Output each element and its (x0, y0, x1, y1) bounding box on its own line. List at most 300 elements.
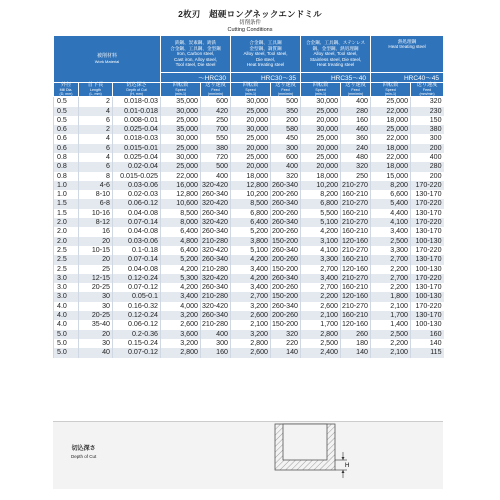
cell-feed-1: 320-420 (201, 302, 231, 311)
cell-speed-2: 4,200 (231, 274, 271, 283)
cell-feed-2: 200 (271, 116, 301, 125)
material-1-jp2: 合金鋼、工具鋼、金型鋼 (170, 45, 221, 51)
cell-feed-1: 260-340 (201, 283, 231, 292)
hardness-2: HRC30～35 (231, 73, 301, 83)
cell-length: 10-16 (79, 209, 113, 218)
material-group-1 (161, 36, 231, 73)
cell-depth: 0.01-0.018 (113, 107, 161, 116)
col-feed-3 (341, 83, 371, 97)
cell-feed-3: 460 (341, 125, 371, 134)
col-feed-unit: (mm/min) (347, 92, 364, 97)
cell-feed-1: 420 (201, 107, 231, 116)
cell-feed-2: 300 (271, 144, 301, 153)
cell-speed-2: 4,200 (231, 255, 271, 264)
material-3-en1: Alloy steel, Tool steel, (313, 51, 358, 57)
page-title: 2枚刃 超硬ロングネックエンドミル (178, 9, 322, 19)
work-material-en: Work Material (94, 59, 120, 64)
cell-speed-4: 2,100 (371, 348, 411, 357)
table-row (54, 265, 444, 274)
cell-speed-1: 16,000 (161, 181, 201, 190)
col-depth (113, 83, 161, 97)
cell-speed-4: 4,100 (371, 218, 411, 227)
table-row (54, 348, 444, 357)
cell-feed-2: 140 (271, 348, 301, 357)
table-row (54, 181, 444, 190)
cell-feed-3: 240 (341, 144, 371, 153)
cell-feed-1: 260-340 (201, 209, 231, 218)
depth-of-cut-jp: 切込深さ (71, 446, 96, 452)
cell-speed-4: 5,400 (371, 199, 411, 208)
cell-depth: 0.02-0.03 (113, 190, 161, 199)
subtitle-en: Cutting Conditions (227, 26, 273, 33)
cell-dia: 0.5 (54, 107, 79, 116)
cell-speed-1: 8,500 (161, 209, 201, 218)
material-2-en2: Die steel, (255, 56, 276, 62)
cell-feed-3: 160 (341, 116, 371, 125)
subtitle-jp: 切削条件 (238, 20, 261, 26)
cell-speed-2: 2,100 (231, 320, 271, 329)
col-speed-en: Speed (175, 88, 186, 93)
cell-depth: 0.12-0.24 (113, 311, 161, 320)
cell-depth: 0.07-0.14 (113, 255, 161, 264)
col-speed-2 (231, 83, 271, 97)
cell-speed-2: 3,400 (231, 265, 271, 274)
col-feed-en: Feed (211, 88, 220, 93)
cell-speed-4: 22,000 (371, 107, 411, 116)
cell-feed-2: 320 (271, 172, 301, 181)
cell-speed-1: 4,200 (161, 283, 201, 292)
cell-speed-3: 2,700 (301, 283, 341, 292)
cell-feed-1: 260-340 (201, 227, 231, 236)
cell-dia: 1.5 (54, 199, 79, 208)
table-row (54, 153, 444, 162)
material-4-en1: Heat treating steel (388, 44, 426, 50)
cell-depth: 0.06-0.12 (113, 320, 161, 329)
cell-dia: 1.0 (54, 181, 79, 190)
cell-dia: 2.0 (54, 218, 79, 227)
cell-feed-2: 200-260 (271, 311, 301, 320)
cell-speed-4: 15,000 (371, 172, 411, 181)
cell-depth: 0.05-0.1 (113, 292, 161, 301)
cell-length: 4 (79, 153, 113, 162)
cell-dia: 4.0 (54, 311, 79, 320)
cell-feed-1: 210-280 (201, 292, 231, 301)
cell-speed-1: 25,000 (161, 144, 201, 153)
cell-speed-1: 6,400 (161, 227, 201, 236)
cell-speed-3: 3,100 (301, 237, 341, 246)
cell-feed-2: 260-340 (271, 181, 301, 190)
col-feed-en: Feed (281, 88, 290, 93)
cell-speed-3: 20,000 (301, 116, 341, 125)
material-3-en2: Stainless steel, Die steel, (309, 56, 362, 62)
cell-speed-2: 3,200 (231, 330, 271, 339)
cell-speed-4: 1,700 (371, 311, 411, 320)
cell-feed-4: 115 (411, 348, 444, 357)
cell-speed-4: 25,000 (371, 97, 411, 107)
material-3-jp: 合金鋼、工具鋼、ステンレス (305, 40, 366, 46)
cell-depth: 0.018-0.03 (113, 134, 161, 143)
cell-depth: 0.025-0.04 (113, 153, 161, 162)
material-1-en2: Cast iron, Alloy steel, (174, 56, 217, 62)
cell-feed-3: 210-270 (341, 181, 371, 190)
cell-feed-1: 400 (201, 330, 231, 339)
table-row (54, 292, 444, 301)
material-2-jp: 合金鋼、工具鋼 (249, 40, 282, 46)
cell-feed-3: 160-210 (341, 227, 371, 236)
col-speed-unit: (min-1) (384, 92, 397, 97)
cell-depth: 0.02-0.04 (113, 162, 161, 171)
cell-feed-4: 170-220 (411, 246, 444, 255)
table-row (54, 116, 444, 125)
cell-length: 20 (79, 330, 113, 339)
cell-dia: 0.8 (54, 172, 79, 181)
cell-length: 6 (79, 144, 113, 153)
cell-speed-1: 30,000 (161, 134, 201, 143)
cell-speed-3: 10,200 (301, 181, 341, 190)
cell-dia: 3.0 (54, 292, 79, 301)
hardness-3: HRC35～40 (301, 73, 371, 83)
col-feed-2 (271, 83, 301, 97)
cell-feed-4: 170-220 (411, 302, 444, 311)
cell-length: 20-25 (79, 311, 113, 320)
col-speed-jp: 回転数 (312, 82, 329, 88)
table-row (54, 134, 444, 143)
col-feed-unit: (mm/min) (207, 92, 224, 97)
depth-of-cut-diagram (271, 422, 351, 490)
cell-depth: 0.15-0.24 (113, 339, 161, 348)
col-feed-jp: 送り速度 (205, 82, 226, 88)
table-row (54, 320, 444, 329)
cell-speed-3: 6,800 (301, 199, 341, 208)
cell-speed-2: 3,200 (231, 302, 271, 311)
cell-speed-1: 6,400 (161, 246, 201, 255)
cell-feed-4: 130-170 (411, 311, 444, 320)
cell-feed-3: 480 (341, 153, 371, 162)
col-speed-unit: (min-1) (244, 92, 257, 97)
cell-speed-3: 2,700 (301, 265, 341, 274)
table-row (54, 144, 444, 153)
col-speed-en: Speed (315, 88, 326, 93)
cell-feed-1: 600 (201, 97, 231, 107)
cell-feed-4: 130-170 (411, 190, 444, 199)
table-row (54, 311, 444, 320)
cell-length: 4 (79, 107, 113, 116)
cell-depth: 0.12-0.24 (113, 274, 161, 283)
cell-dia: 1.0 (54, 190, 79, 199)
cell-feed-4: 230 (411, 107, 444, 116)
cell-speed-4: 2,200 (371, 339, 411, 348)
cell-speed-3: 18,000 (301, 172, 341, 181)
cell-depth: 0.015-0.01 (113, 144, 161, 153)
material-group-3 (301, 36, 371, 73)
cell-length: 6-8 (79, 199, 113, 208)
cell-length: 8 (79, 172, 113, 181)
cell-speed-1: 30,000 (161, 107, 201, 116)
cell-feed-4: 280 (411, 162, 444, 171)
cell-speed-3: 20,000 (301, 144, 341, 153)
cell-feed-1: 260-340 (201, 190, 231, 199)
cell-feed-3: 160-210 (341, 255, 371, 264)
cell-feed-3: 320 (341, 162, 371, 171)
cell-depth: 0.06-0.12 (113, 199, 161, 208)
cell-speed-2: 6,800 (231, 209, 271, 218)
cell-length: 8-10 (79, 190, 113, 199)
material-3-en3: Heat treating steel (316, 62, 355, 68)
cell-length: 8-12 (79, 218, 113, 227)
material-group-2 (231, 36, 301, 73)
depth-mark: H (345, 463, 350, 469)
table-row (54, 330, 444, 339)
cell-speed-2: 5,200 (231, 227, 271, 236)
cell-feed-4: 150 (411, 116, 444, 125)
cell-feed-4: 200 (411, 172, 444, 181)
cell-speed-2: 20,000 (231, 116, 271, 125)
cell-speed-2: 30,000 (231, 125, 271, 134)
cell-dia: 2.5 (54, 255, 79, 264)
table-row (54, 246, 444, 255)
cell-feed-1: 320-420 (201, 181, 231, 190)
cell-speed-4: 4,400 (371, 209, 411, 218)
cell-feed-3: 210-270 (341, 302, 371, 311)
cell-feed-4: 100-130 (411, 265, 444, 274)
cell-speed-2: 25,000 (231, 134, 271, 143)
cell-dia: 3.0 (54, 274, 79, 283)
cell-dia: 2.0 (54, 237, 79, 246)
cell-feed-3: 160-210 (341, 283, 371, 292)
cell-speed-1: 4,800 (161, 237, 201, 246)
cell-feed-1: 210-280 (201, 237, 231, 246)
cell-feed-2: 260-340 (271, 218, 301, 227)
cell-feed-4: 130-170 (411, 283, 444, 292)
cell-feed-3: 120-160 (341, 292, 371, 301)
work-material-header (54, 36, 161, 83)
cell-feed-3: 210-270 (341, 246, 371, 255)
cell-speed-1: 35,000 (161, 97, 201, 107)
cell-feed-3: 160-210 (341, 209, 371, 218)
depth-of-cut-panel (53, 421, 443, 489)
cell-length: 25 (79, 265, 113, 274)
cell-speed-2: 3,800 (231, 237, 271, 246)
cell-length: 16 (79, 227, 113, 236)
col-speed-unit: (min-1) (174, 92, 187, 97)
cell-speed-3: 25,000 (301, 153, 341, 162)
cell-feed-4: 160 (411, 330, 444, 339)
cell-length: 6 (79, 116, 113, 125)
cell-speed-2: 6,400 (231, 218, 271, 227)
cell-feed-2: 200-260 (271, 190, 301, 199)
cell-speed-1: 4,200 (161, 265, 201, 274)
cell-speed-1: 35,000 (161, 125, 201, 134)
cell-speed-4: 3,300 (371, 246, 411, 255)
cell-speed-2: 8,500 (231, 199, 271, 208)
cell-speed-4: 8,200 (371, 181, 411, 190)
cell-feed-4: 380 (411, 125, 444, 134)
cutting-conditions-table (53, 35, 444, 358)
col-speed-unit: (min-1) (314, 92, 327, 97)
cell-depth: 0.018-0.03 (113, 97, 161, 107)
cell-dia: 3.0 (54, 283, 79, 292)
cell-feed-2: 320 (271, 330, 301, 339)
col-speed-jp: 回転数 (242, 82, 259, 88)
cell-depth: 0.03-0.06 (113, 237, 161, 246)
cell-speed-3: 5,500 (301, 209, 341, 218)
cell-feed-1: 550 (201, 134, 231, 143)
cell-feed-3: 120-160 (341, 320, 371, 329)
material-4-jp: 熱処理鋼 (397, 39, 417, 44)
cell-dia: 4.0 (54, 320, 79, 329)
material-1-en3: Tool steel, Die steel (175, 62, 216, 68)
cell-speed-2: 5,100 (231, 246, 271, 255)
cell-speed-2: 25,000 (231, 107, 271, 116)
cell-speed-1: 5,300 (161, 274, 201, 283)
cell-feed-4: 100-130 (411, 292, 444, 301)
cell-speed-3: 1,700 (301, 320, 341, 329)
cell-speed-4: 6,600 (371, 190, 411, 199)
table-row (54, 209, 444, 218)
cell-speed-4: 2,700 (371, 255, 411, 264)
cell-feed-1: 260-340 (201, 311, 231, 320)
cell-feed-2: 500 (271, 97, 301, 107)
table-row (54, 227, 444, 236)
cell-speed-1: 10,600 (161, 199, 201, 208)
cell-speed-2: 2,700 (231, 292, 271, 301)
cell-feed-2: 200-260 (271, 209, 301, 218)
cell-speed-1: 22,000 (161, 172, 201, 181)
col-feed-4 (411, 83, 444, 97)
cell-length: 30 (79, 292, 113, 301)
cell-length: 30 (79, 339, 113, 348)
col-speed-3 (301, 83, 341, 97)
cell-depth: 0.1-0.18 (113, 246, 161, 255)
cell-feed-2: 260-340 (271, 274, 301, 283)
cell-feed-1: 210-280 (201, 320, 231, 329)
cell-length: 35-40 (79, 320, 113, 329)
cell-length: 6 (79, 162, 113, 171)
col-dia-jp: 外径 (60, 82, 72, 88)
col-speed-1 (161, 83, 201, 97)
cell-feed-1: 160 (201, 348, 231, 357)
depth-of-cut-en: Depth of Cut (71, 454, 97, 459)
cell-feed-4: 140 (411, 339, 444, 348)
cell-feed-2: 260-340 (271, 199, 301, 208)
cell-feed-2: 150-200 (271, 265, 301, 274)
cell-feed-1: 380 (201, 144, 231, 153)
cell-speed-3: 2,200 (301, 292, 341, 301)
cell-speed-2: 3,400 (231, 283, 271, 292)
cell-speed-3: 4,100 (301, 246, 341, 255)
cell-feed-3: 280 (341, 107, 371, 116)
cell-length: 4 (79, 134, 113, 143)
cell-feed-3: 140 (341, 348, 371, 357)
cell-feed-3: 260 (341, 330, 371, 339)
cell-feed-3: 210-270 (341, 274, 371, 283)
col-depth-en: Depth of Cut (126, 88, 147, 93)
cell-feed-2: 150-200 (271, 320, 301, 329)
cell-feed-4: 170-220 (411, 274, 444, 283)
cell-length: 30 (79, 302, 113, 311)
material-group-4 (371, 36, 444, 73)
cell-speed-1: 25,000 (161, 162, 201, 171)
cell-dia: 2.5 (54, 246, 79, 255)
cell-speed-4: 25,000 (371, 125, 411, 134)
cell-dia: 2.5 (54, 265, 79, 274)
cell-feed-2: 260-340 (271, 246, 301, 255)
cell-speed-4: 18,000 (371, 162, 411, 171)
col-feed-jp: 送り速度 (275, 82, 296, 88)
cell-speed-3: 20,000 (301, 162, 341, 171)
table-row (54, 162, 444, 171)
material-2-en1: Alloy steel, Tool steel, (243, 51, 288, 57)
depth-of-cut-label (71, 443, 96, 459)
table-row (54, 218, 444, 227)
table-row (54, 255, 444, 264)
cell-feed-2: 220 (271, 339, 301, 348)
cell-speed-3: 2,600 (301, 302, 341, 311)
cell-dia: 0.6 (54, 125, 79, 134)
cell-dia: 5.0 (54, 348, 79, 357)
cell-speed-4: 2,200 (371, 265, 411, 274)
col-length-en: Length (90, 88, 101, 93)
cell-depth: 0.2-0.36 (113, 330, 161, 339)
cell-depth: 0.16-0.32 (113, 302, 161, 311)
cell-speed-2: 10,200 (231, 190, 271, 199)
cell-speed-2: 25,000 (231, 153, 271, 162)
cell-speed-3: 25,000 (301, 134, 341, 143)
cell-speed-1: 5,200 (161, 255, 201, 264)
cell-speed-4: 2,100 (371, 302, 411, 311)
cell-feed-3: 210-270 (341, 218, 371, 227)
cell-speed-1: 3,400 (161, 292, 201, 301)
cell-feed-3: 120-160 (341, 265, 371, 274)
cell-feed-2: 350 (271, 107, 301, 116)
table-row (54, 302, 444, 311)
cell-length: 20 (79, 237, 113, 246)
cell-feed-2: 200-260 (271, 255, 301, 264)
table-row (54, 172, 444, 181)
material-2-en3: Heat treating steel (246, 62, 285, 68)
cell-feed-4: 100-130 (411, 237, 444, 246)
col-depth-jp: 切込深さ (126, 82, 147, 88)
cell-speed-4: 1,400 (371, 320, 411, 329)
cell-speed-4: 22,000 (371, 153, 411, 162)
cell-speed-3: 8,200 (301, 190, 341, 199)
col-speed-en: Speed (245, 88, 256, 93)
material-3-jp2: 鋼、金型鋼、熱処理鋼 (312, 45, 359, 51)
cell-speed-4: 22,000 (371, 134, 411, 143)
cell-feed-1: 320-420 (201, 218, 231, 227)
cell-feed-2: 580 (271, 125, 301, 134)
table-row (54, 237, 444, 246)
conditions-table-body (54, 97, 444, 358)
cell-speed-2: 20,000 (231, 162, 271, 171)
cell-length: 12-15 (79, 274, 113, 283)
cell-speed-3: 2,100 (301, 311, 341, 320)
col-length-unit: (L, mm) (89, 92, 102, 97)
cell-speed-3: 25,000 (301, 107, 341, 116)
cell-feed-4: 130-170 (411, 227, 444, 236)
cell-feed-1: 400 (201, 172, 231, 181)
hardness-1: ～HRC30 (161, 73, 231, 83)
cell-feed-2: 600 (271, 153, 301, 162)
cell-speed-4: 18,000 (371, 116, 411, 125)
cell-feed-1: 210-280 (201, 265, 231, 274)
cell-depth: 0.07-0.12 (113, 283, 161, 292)
cell-feed-3: 250 (341, 172, 371, 181)
cell-feed-3: 360 (341, 134, 371, 143)
cell-speed-4: 2,200 (371, 283, 411, 292)
cell-speed-1: 8,000 (161, 218, 201, 227)
cell-feed-4: 400 (411, 153, 444, 162)
